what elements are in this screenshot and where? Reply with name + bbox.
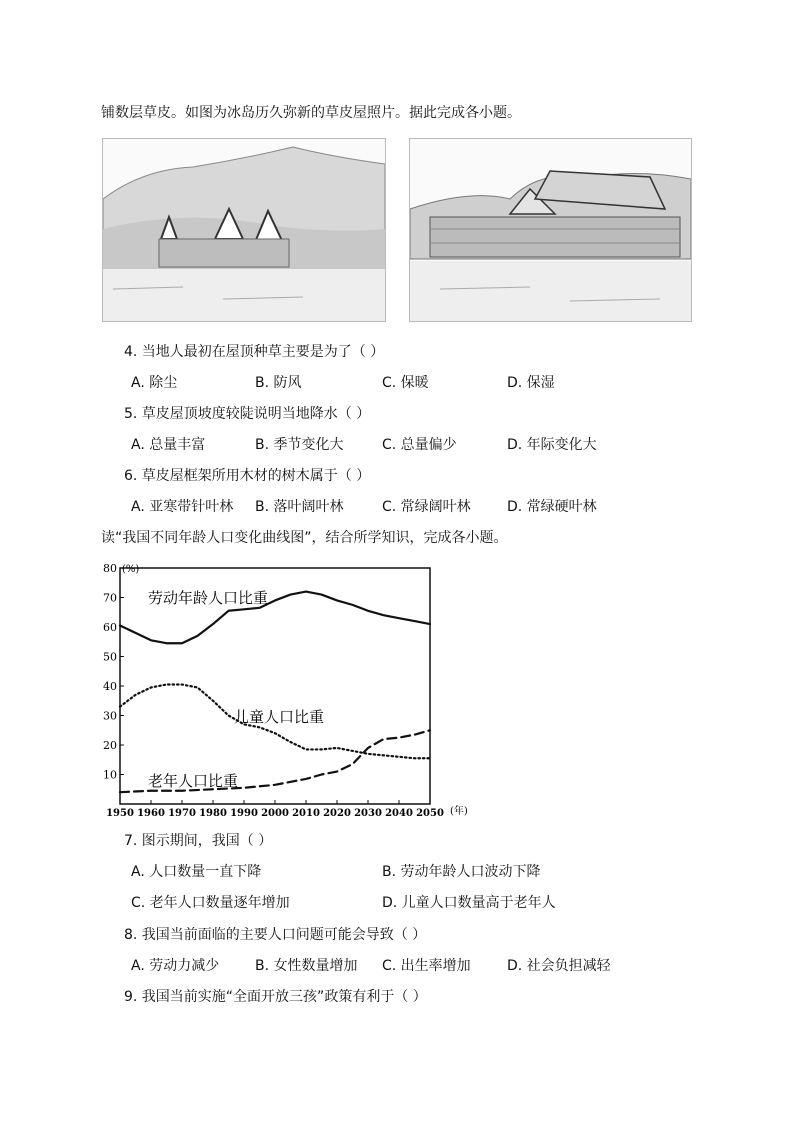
y-tick-label: 40	[103, 680, 117, 693]
y-axis-unit: (%)	[122, 564, 140, 575]
option-a[interactable]: A. 亚寒带针叶林	[131, 499, 234, 515]
turf-house-illustration-right	[410, 139, 691, 321]
question-4-options	[131, 374, 691, 392]
option-d[interactable]: D. 常绿硬叶林	[507, 499, 597, 515]
y-tick-label: 60	[103, 621, 117, 634]
question-9: 9. 我国当前实施“全面开放三孩”政策有利于（ ）	[124, 989, 427, 1005]
x-axis-unit: (年)	[450, 806, 468, 817]
question-7-options-row2	[131, 894, 691, 912]
y-tick-label: 70	[103, 591, 117, 605]
option-c[interactable]: C. 出生率增加	[382, 958, 471, 974]
option-b[interactable]: B. 落叶阔叶林	[255, 499, 344, 515]
question-6-options	[131, 498, 691, 516]
y-tick-label: 20	[103, 739, 117, 752]
question-8: 8. 我国当前面临的主要人口问题可能会导致（ ）	[124, 927, 427, 943]
option-c[interactable]: C. 保暖	[382, 375, 429, 391]
question-6: 6. 草皮屋框架所用木材的树木属于（ ）	[124, 468, 371, 484]
y-tick-label: 50	[103, 650, 117, 664]
option-d[interactable]: D. 保湿	[507, 375, 555, 391]
option-b[interactable]: B. 女性数量增加	[255, 958, 358, 974]
series-label-elderly: 老年人口比重	[148, 772, 239, 790]
option-c[interactable]: C. 老年人口数量逐年增加	[131, 895, 290, 911]
x-tick-label: 1960	[137, 808, 165, 819]
option-a[interactable]: A. 人口数量一直下降	[131, 864, 262, 880]
y-tick-label: 80	[103, 562, 117, 575]
chart-intro-text: 读“我国不同年龄人口变化曲线图”，结合所学知识，完成各小题。	[101, 530, 508, 546]
x-tick-label: 2030	[354, 808, 382, 819]
option-b[interactable]: B. 季节变化大	[255, 437, 344, 453]
option-a[interactable]: A. 总量丰富	[131, 437, 206, 453]
y-tick-label: 10	[103, 768, 117, 782]
turf-house-illustration-left	[103, 139, 385, 321]
population-age-chart	[96, 558, 486, 822]
series-label-children: 儿童人口比重	[234, 708, 325, 726]
x-tick-label: 1980	[199, 808, 227, 819]
y-tick-label: 30	[103, 709, 117, 723]
series-label-working-age: 劳动年龄人口比重	[148, 589, 269, 607]
question-4: 4. 当地人最初在屋顶种草主要是为了（ ）	[124, 344, 385, 360]
option-b[interactable]: B. 劳动年龄人口波动下降	[382, 864, 541, 880]
turf-house-photo-right	[409, 138, 692, 322]
turf-house-photo-left	[102, 138, 386, 322]
question-5-options	[131, 436, 691, 454]
x-tick-label: 1970	[168, 808, 196, 819]
option-b[interactable]: B. 防风	[255, 375, 302, 391]
x-tick-label: 2000	[261, 808, 289, 819]
x-tick-label: 2010	[292, 808, 320, 819]
option-d[interactable]: D. 儿童人口数量高于老年人	[382, 895, 556, 911]
option-d[interactable]: D. 社会负担减轻	[507, 958, 611, 974]
x-tick-label: 2040	[385, 808, 413, 819]
intro-text: 铺数层草皮。如图为冰岛历久弥新的草皮屋照片。据此完成各小题。	[101, 105, 521, 121]
question-5: 5. 草皮屋顶坡度较陡说明当地降水（ ）	[124, 406, 371, 422]
x-tick-label: 1950	[106, 808, 134, 819]
x-tick-label: 1990	[230, 808, 258, 819]
option-c[interactable]: C. 常绿阔叶林	[382, 499, 471, 515]
option-d[interactable]: D. 年际变化大	[507, 437, 597, 453]
question-7-options	[131, 863, 691, 881]
x-tick-label: 2020	[323, 808, 351, 819]
x-tick-label: 2050	[416, 808, 444, 819]
question-7: 7. 图示期间，我国（ ）	[124, 833, 273, 849]
option-c[interactable]: C. 总量偏少	[382, 437, 457, 453]
option-a[interactable]: A. 除尘	[131, 375, 178, 391]
option-a[interactable]: A. 劳动力减少	[131, 958, 220, 974]
question-8-options	[131, 957, 691, 975]
